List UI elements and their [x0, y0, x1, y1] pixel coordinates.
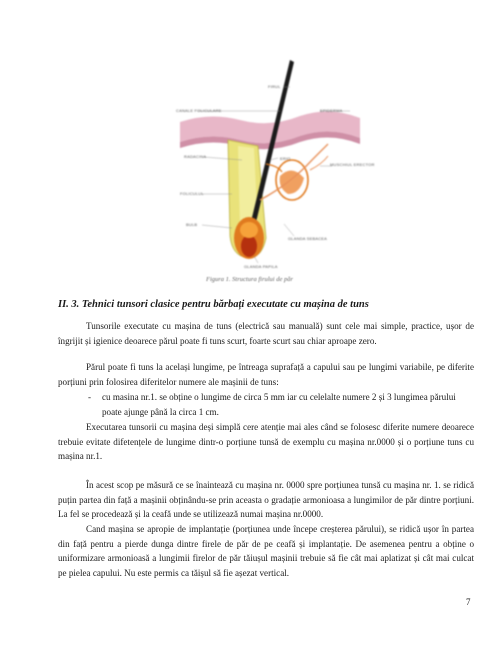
- bullet-dash: -: [88, 392, 92, 402]
- paragraph-1: Tunsorile executate cu mașina de tuns (electrică sau manuală) sunt cele mai simple, practice, ușor de îngrijit și igienice deoarece părul poate fi tuns scurt, foarte scurt sau chiar aproape zero.: [58, 321, 474, 346]
- paragraph-5: Cand mașina se apropie de implantație (porțiunea unde începe creșterea părului), se ridică ușor în partea din față pentru a pierde dunga dintre firele de păr de pe ceafă și implantație. De asemenea pentru a obține o uniformizare armonioasă a lungimii firelor de păr tăiușul mașinii trebuie să fie cât mai aplatizat și cât mai culcat pe pielea capului. Nu este permis ca tăișul să fie așezat vertical.: [58, 524, 474, 579]
- paragraph-3: Executarea tunsorii cu mașina deși simplă cere atenție mai ales când se folosesc diferite numere deoarece trebuie evitate difetențele de lungime dintr-o porțiune tunsă de exemplu cu mașina nr.0000 și o porțiune tuns cu mașina nr.1.: [58, 422, 474, 462]
- figure-caption: Figura 1. Structura firului de păr: [206, 276, 294, 283]
- papilla: [241, 235, 257, 257]
- bullet-text: cu masina nr.1. se obține o lungime de circa 5 mm iar cu celelalte numere 2 și 3 lungimea părului poate ajunge până la circa 1 cm.: [102, 392, 456, 417]
- sebaceous-gland: [280, 170, 304, 194]
- section-heading: II. 3. Tehnici tunsori clasice pentru bărbați executate cu mașina de tuns: [58, 299, 369, 310]
- label-muschi: MUSCHIUL ERECTOR: [330, 162, 375, 167]
- paragraph-4: În acest scop pe măsură ce se înaintează cu mașina nr. 0000 spre porțiunea tunsă cu mașina nr. 1. se ridică puțin partea din față a mașinii obținându-se prin aceasta o gradație armonioasa a lungimilor de păr dintre porțiuni. La fel se procedează și la ceafă unde se utilizează numai mașina nr.0000.: [58, 480, 474, 520]
- label-erio: ERIO: [280, 156, 291, 161]
- label-epiderma: EPIDERMA: [320, 108, 343, 113]
- label-canal: CANALE FOLICULARE: [176, 108, 222, 113]
- label-glanda: GLANDA SEBACEA: [288, 236, 328, 241]
- hair-diagram: [170, 60, 370, 288]
- bulb-highlight: [240, 222, 258, 238]
- label-firul: FIRUL: [268, 84, 281, 89]
- paragraph-2: Părul poate fi tuns la același lungime, pe întreaga suprafață a capului sau pe lungimi variabile, pe diferite porțiuni prin folosirea diferitelor numere ale mașinii de tuns:: [58, 362, 474, 387]
- label-radacina: RADACINA: [184, 154, 207, 159]
- muscle-fiber: [310, 156, 328, 170]
- label-bulb: BULB: [186, 222, 198, 227]
- hair-structure-figure: [170, 60, 375, 288]
- list-item: [58, 390, 474, 419]
- label-papila: GLANDA PAPILA: [244, 264, 278, 269]
- page-number: 7: [466, 597, 471, 607]
- label-folicul: FOLICULUL: [180, 191, 204, 196]
